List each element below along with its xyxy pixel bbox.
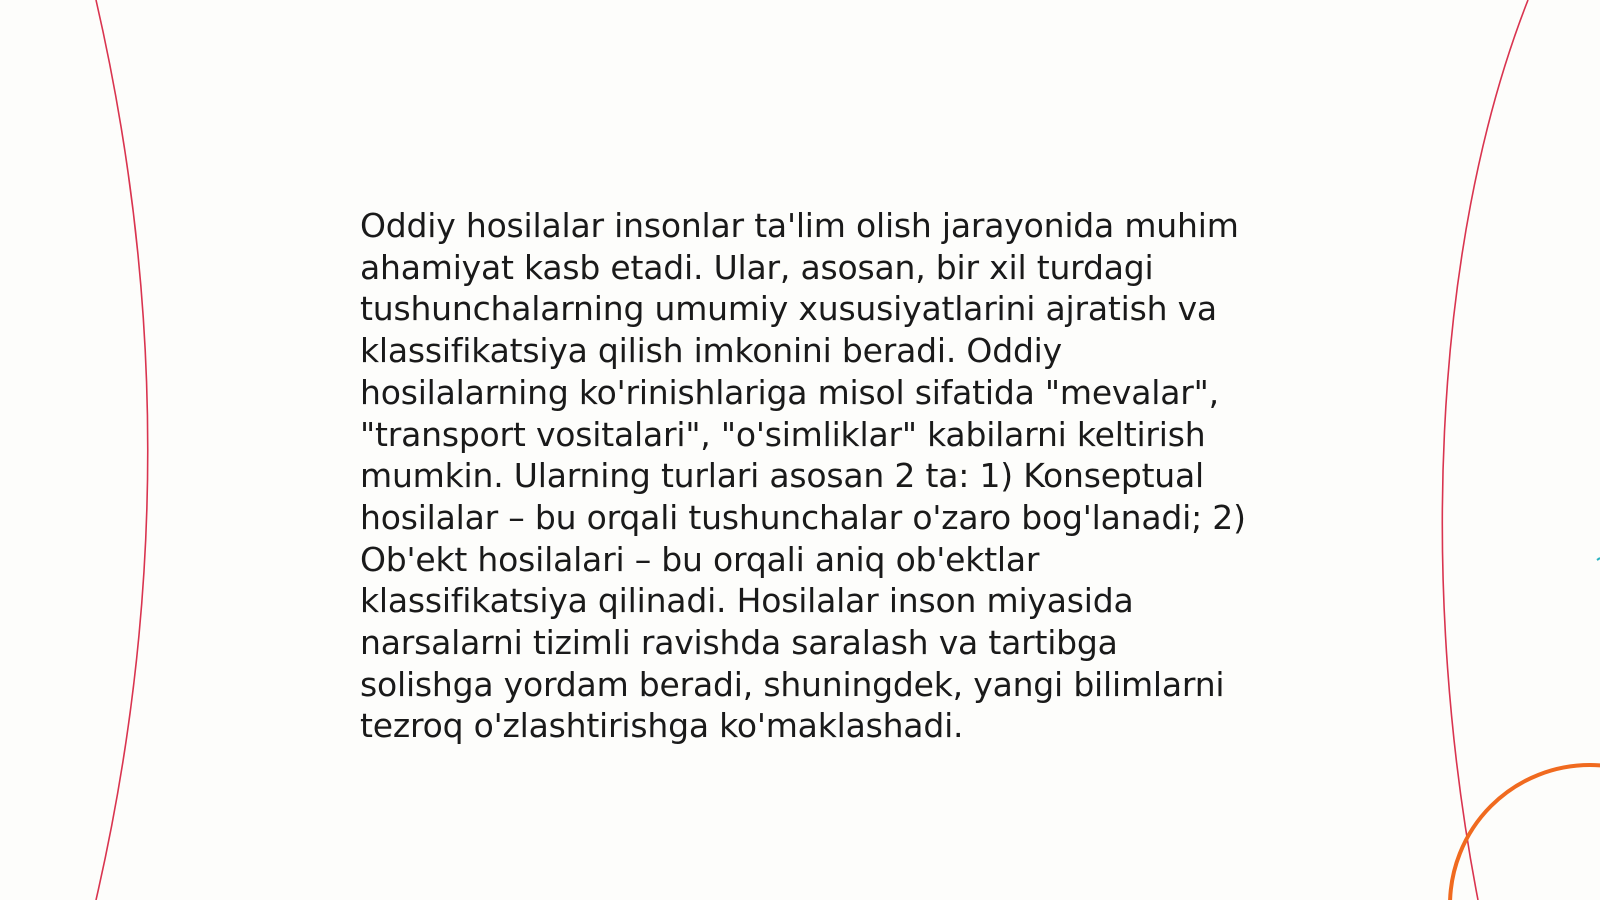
body-line: klassifikatsiya qilish imkonini beradi. Oddiy <box>360 331 1062 371</box>
right-curve-line <box>1442 0 1528 900</box>
body-line: mumkin. Ularning turlari asosan 2 ta: 1) Konseptual <box>360 456 1205 496</box>
body-line: klassifikatsiya qilinadi. Hosilalar inson miyasida <box>360 581 1134 621</box>
body-line: hosilalar – bu orqali tushunchalar o'zaro bog'lanadi; 2) <box>360 497 1246 537</box>
body-line: tezroq o'zlashtirishga ko'maklashadi. <box>360 706 964 746</box>
body-line: Ob'ekt hosilalari – bu orqali aniq ob'ektlar <box>360 539 1040 579</box>
body-line: Oddiy hosilalar insonlar ta'lim olish jarayonida muhim <box>360 206 1239 245</box>
body-line: narsalarni tizimli ravishda saralash va tartibga <box>360 623 1118 663</box>
body-line: ahamiyat kasb etadi. Ular, asosan, bir xil turdagi <box>360 247 1154 287</box>
left-curve-line <box>96 0 148 900</box>
body-line: "transport vositalari", "o'simliklar" kabilarni keltirish <box>360 414 1206 454</box>
slide-body-text <box>360 205 1250 747</box>
body-line: solishga yordam beradi, shuningdek, yangi bilimlarni <box>360 664 1225 704</box>
body-line: tushunchalarning umumiy xususiyatlarini ajratish va <box>360 289 1217 329</box>
orange-arc <box>1450 765 1600 900</box>
body-line: hosilalarning ko'rinishlariga misol sifatida "mevalar", <box>360 372 1219 412</box>
